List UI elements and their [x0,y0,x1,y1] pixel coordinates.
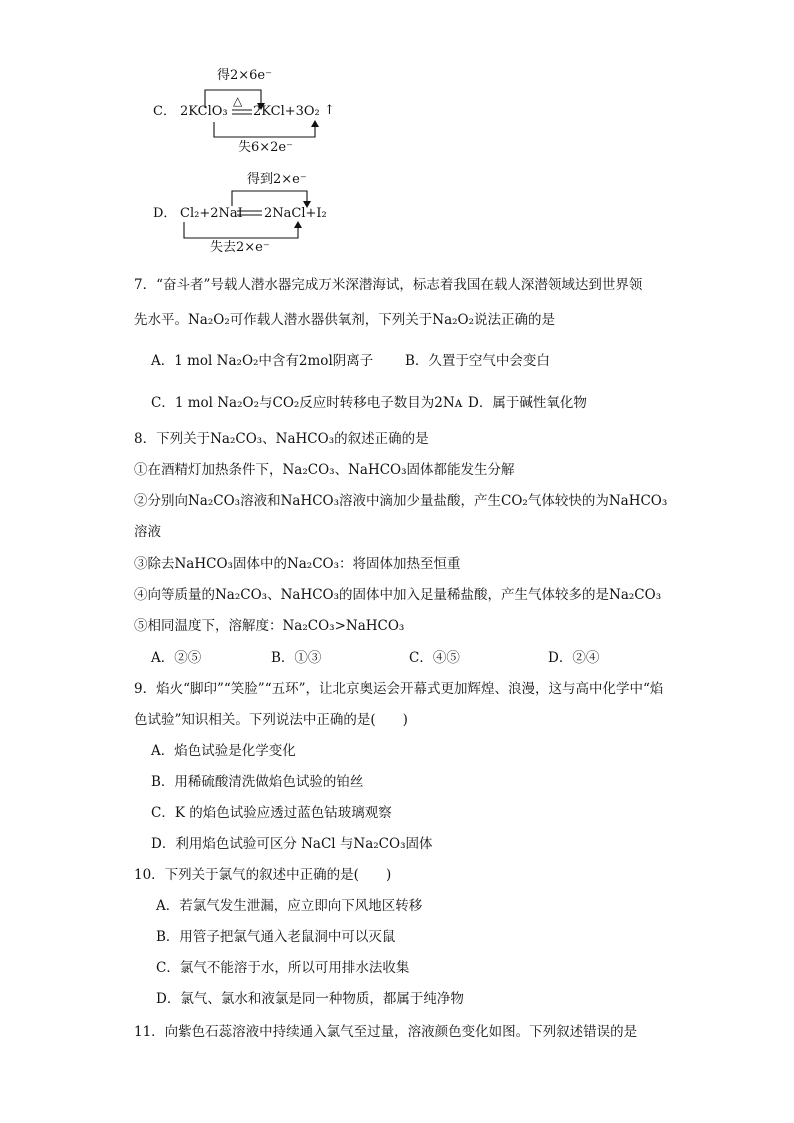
q10-option-a: A．若氯气发生泄漏，应立即向下风地区转移 [156,898,423,914]
option-d-gain-label: 得到2×e⁻ [247,172,307,187]
q8-option-c: C．④⑤ [409,650,460,666]
q9-option-d: D．利用焰色试验可区分 NaCl 与Na₂CO₃固体 [151,836,433,852]
gas-up-arrow-icon: ↑ [324,103,335,118]
q8-statement-2a: ②分别向Na₂CO₃溶液和NaHCO₃溶液中滴加少量盐酸，产生CO₂气体较快的为NaHCO₃ [134,493,668,509]
q8-option-d: D．②④ [548,650,600,666]
option-d-arrows [0,0,794,300]
q8-statement-2b: 溶液 [134,524,161,540]
q10-option-c: C．氯气不能溶于水，所以可用排水法收集 [156,960,410,976]
q8-statement-4: ④向等质量的Na₂CO₃、NaHCO₃的固体中加入足量稀盐酸，产生气体较多的是Na₂CO₃ [134,587,662,603]
q8-option-b: B．①③ [271,650,322,666]
heating-triangle: △ [233,94,243,108]
q9-option-c: C．K 的焰色试验应透过蓝色钴玻璃观察 [151,805,392,821]
option-d-label: D． [153,206,177,221]
q8-statement-3: ③除去NaHCO₃固体中的Na₂CO₃：将固体加热至恒重 [134,556,461,572]
q11-stem: 11．向紫色石蕊溶液中持续通入氯气至过量，溶液颜色变化如图。下列叙述错误的是 [134,1024,638,1040]
q7-option-c: C．1 mol Na₂O₂与CO₂反应时转移电子数目为2Nᴀ [151,395,463,411]
q9-option-b: B．用稀硫酸清洗做焰色试验的铂丝 [151,774,364,790]
option-c-gain-label: 得2×6e⁻ [217,68,272,83]
option-c-product: 2KCl+3O₂ [253,104,320,119]
q8-option-a: A．②⑤ [151,650,202,666]
q8-statement-5: ⑤相同温度下，溶解度：Na₂CO₃>NaHCO₃ [134,618,405,634]
q7-stem-line1: 7．“奋斗者”号载人潜水器完成万米深潜海试，标志着我国在载人深潜领域达到世界领 [134,277,643,293]
option-d-product: 2NaCl+I₂ [264,206,327,221]
q8-statement-1: ①在酒精灯加热条件下，Na₂CO₃、NaHCO₃固体都能发生分解 [134,462,515,478]
option-d-reactant: Cl₂+2NaI [180,206,243,221]
q7-option-d: D．属于碱性氧化物 [468,395,587,411]
q9-stem-line1: 9．焰火“脚印”“笑脸”“五环”，让北京奥运会开幕式更加辉煌、浪漫，这与高中化学中“焰 [134,681,664,697]
option-d-lose-label: 失去2×e⁻ [210,240,270,255]
option-c-label: C． [153,104,176,119]
option-c-reactant: 2KClO₃ [180,104,228,119]
q10-option-b: B．用管子把氯气通入老鼠洞中可以灭鼠 [156,929,396,945]
q7-option-a: A．1 mol Na₂O₂中含有2mol阴离子 [151,353,374,369]
q9-stem-line2: 色试验”知识相关。下列说法中正确的是( ) [134,712,408,728]
q10-option-d: D．氯气、氯水和液氯是同一种物质，都属于纯净物 [156,991,464,1007]
option-c-lose-label: 失6×2e⁻ [238,140,293,155]
q8-stem: 8．下列关于Na₂CO₃、NaHCO₃的叙述正确的是 [134,431,429,447]
q9-option-a: A．焰色试验是化学变化 [151,743,296,759]
q7-stem-line2: 先水平。Na₂O₂可作载人潜水器供氧剂，下列关于Na₂O₂说法正确的是 [134,312,556,328]
q7-option-b: B．久置于空气中会变白 [405,353,550,369]
q10-stem: 10．下列关于氯气的叙述中正确的是( ) [134,867,392,883]
